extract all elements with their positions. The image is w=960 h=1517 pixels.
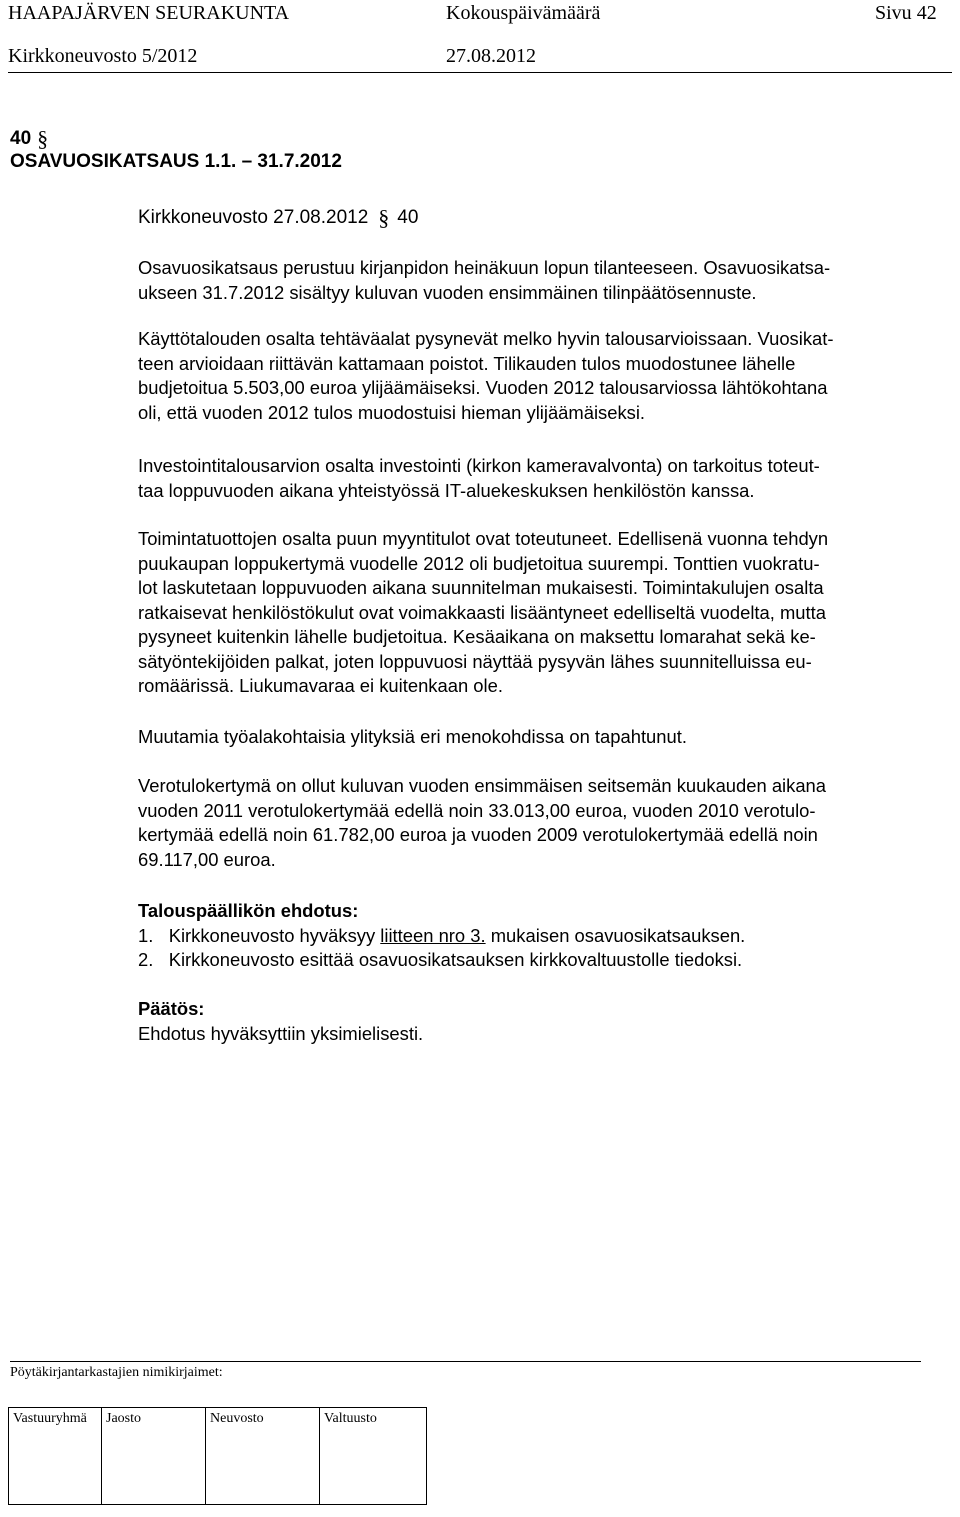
- text-line: Verotulokertymä on ollut kuluvan vuoden ensimmäisen seitsemän kuukauden aikana: [138, 775, 827, 796]
- organization-name: HAAPAJÄRVEN SEURAKUNTA: [8, 2, 290, 24]
- section-number-line: [10, 126, 48, 152]
- proposal-section: [138, 899, 950, 973]
- page-number: 42: [916, 2, 937, 24]
- proposal-item-1: [138, 924, 950, 949]
- table-cell: Neuvosto: [206, 1408, 320, 1505]
- text-line: teen arvioidaan riittävän kattamaan poistot. Tilikauden tulos muodostunee lähelle: [138, 352, 796, 374]
- page-label: Sivu: [875, 2, 912, 24]
- text-line: oli, että vuoden 2012 tulos muodostuisi hieman ylijäämäiseksi.: [138, 401, 646, 423]
- text-line: Investointitalousarvion osalta investointi (kirkon kameravalvonta) on tarkoitus toteut-: [138, 455, 820, 476]
- text-line: puukaupan loppukertymä vuodelle 2012 oli budjetoitua suurempi. Tonttien vuokratu-: [138, 552, 820, 574]
- table-cell: Jaosto: [102, 1408, 206, 1505]
- approval-table: [8, 1407, 427, 1505]
- section-sign-icon: §: [378, 205, 390, 230]
- text-line: 69.117,00 euroa.: [138, 848, 276, 870]
- list-text: mukaisen osavuosikatsauksen.: [490, 924, 746, 946]
- meeting-reference: [138, 205, 418, 231]
- header-divider: [8, 72, 952, 73]
- text-line: ukseen 31.7.2012 sisältyy kuluvan vuoden ensimmäinen tilinpäätösennuste.: [138, 281, 757, 303]
- page-indicator: [875, 2, 937, 25]
- meeting-item-number: 40: [397, 207, 419, 228]
- paragraph-4: [138, 527, 950, 699]
- text-line: Osavuosikatsaus perustuu kirjanpidon heinäkuun lopun tilanteeseen. Osavuosikatsa-: [138, 257, 831, 278]
- paragraph-2: [138, 327, 950, 425]
- decision-heading: Päätös:: [138, 998, 205, 1019]
- paragraph-3: [138, 454, 950, 503]
- list-number: 1.: [138, 924, 154, 946]
- decision-text: Ehdotus hyväksyttiin yksimielisesti.: [138, 1022, 424, 1044]
- proposal-heading: Talouspäällikön ehdotus:: [138, 900, 359, 921]
- meeting-date: 27.08.2012: [446, 45, 536, 67]
- section-title: OSAVUOSIKATSAUS 1.1. – 31.7.2012: [10, 151, 342, 172]
- text-line: romäärissä. Liukumavaraa ei kuitenkaan ole.: [138, 675, 503, 696]
- proposal-item-2: [138, 948, 950, 973]
- attachment-link[interactable]: liitteen nro 3.: [380, 924, 486, 946]
- list-number: 2.: [138, 949, 154, 970]
- date-label: Kokouspäivämäärä: [446, 2, 601, 24]
- meeting-body: Kirkkoneuvosto 5/2012: [8, 45, 198, 67]
- text-line: pysyneet kuitenkin lähelle budjetoitua. Kesäaikana on maksettu lomarahat sekä ke-: [138, 626, 816, 647]
- text-line: lot laskutetaan loppuvuoden aikana suunnitelman mukaisesti. Toimintakulujen osalta: [138, 577, 824, 598]
- text-line: vuoden 2011 verotulokertymää edellä noin 33.013,00 euroa, vuoden 2010 verotulo-: [138, 799, 816, 821]
- section-sign-icon: §: [37, 126, 49, 151]
- text-line: Toimintatuottojen osalta puun myyntitulot ovat toteutuneet. Edellisenä vuonna tehdyn: [138, 528, 829, 549]
- text-line: Käyttötalouden osalta tehtäväalat pysynevät melko hyvin talousarvioissaan. Vuosikat-: [138, 328, 834, 349]
- footer-divider: [10, 1361, 921, 1362]
- text-line: taa loppuvuoden aikana yhteistyössä IT-aluekeskuksen henkilöstön kanssa.: [138, 479, 755, 501]
- text-line: kertymää edellä noin 61.782,00 euroa ja vuoden 2009 verotulokertymää edellä noin: [138, 824, 818, 845]
- paragraph-5: [138, 725, 950, 750]
- text-line: ratkaisevat henkilöstökulut ovat voimakkaasti lisääntyneet edelliseltä vuodelta, mutta: [138, 601, 826, 623]
- paragraph-6: [138, 774, 950, 872]
- decision-section: [138, 997, 950, 1046]
- text-line: sätyöntekijöiden palkat, joten loppuvuosi näyttää pysyvän lähes suunnitelluissa eu-: [138, 650, 812, 672]
- paragraph-1: [138, 256, 950, 305]
- text-line: budjetoitua 5.503,00 euroa ylijäämäiseksi. Vuoden 2012 talousarviossa lähtökohtana: [138, 377, 828, 398]
- table-cell: Vastuuryhmä: [9, 1408, 102, 1505]
- table-cell: Valtuusto: [320, 1408, 427, 1505]
- text-line: Muutamia työalakohtaisia ylityksiä eri menokohdissa on tapahtunut.: [138, 726, 687, 747]
- table-row: [9, 1408, 427, 1505]
- section-number: 40: [10, 128, 32, 149]
- list-text: Kirkkoneuvosto hyväksyy: [168, 924, 376, 946]
- meeting-name: Kirkkoneuvosto 27.08.2012: [138, 207, 369, 228]
- list-text: Kirkkoneuvosto esittää osavuosikatsauksen kirkkovaltuustolle tiedoksi.: [168, 949, 743, 970]
- signatures-label: Pöytäkirjantarkastajien nimikirjaimet:: [10, 1365, 223, 1380]
